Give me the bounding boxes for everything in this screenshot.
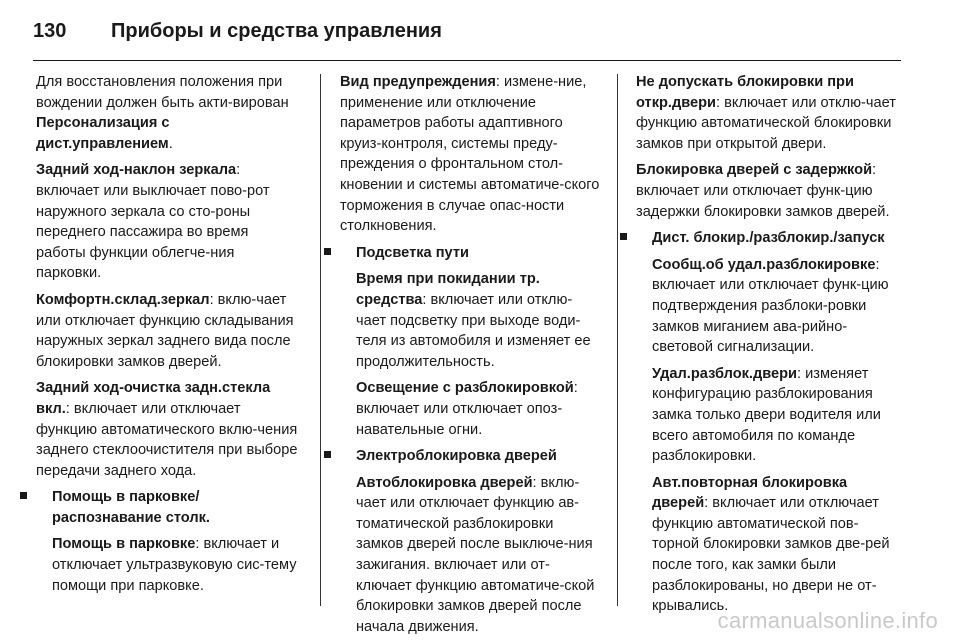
bullet-section-door-locks <box>340 446 602 637</box>
page-number: 130 <box>33 20 67 42</box>
setting-entry: Задний ход-наклон зеркала: включает или выключает пово-рот наружного зеркала со сто-роны переднего пассажира во время работы функции облегче-ния парковки. <box>36 162 270 282</box>
column-3 <box>636 72 898 623</box>
setting-entry: Время при покидании тр. средства: включает или отклю-чает подсветку при выходе води-теля из автомобиля и изменяет ее продолжительность. <box>356 271 591 370</box>
bullet-square-icon <box>20 492 27 499</box>
setting-entry: Блокировка дверей с задержкой: включает или отключает функ-цию задержки блокировки замков дверей. <box>636 162 890 220</box>
bullet-square-icon <box>324 248 331 255</box>
setting-entry: Помощь в парковке: включает и отключает ультразвуковую сис-тему помощи при парковке. <box>52 536 297 594</box>
bullet-section-path-lighting <box>340 243 602 440</box>
setting-entry: Вид предупреждения: измене-ние, применение или отключение параметров работы адаптивного круиз-контроля, системы преду-преждения о фронтальном стол-кновении и системы автоматиче-ского торможения в случае опас-ности столкновения. <box>340 74 600 235</box>
setting-entry: Не допускать блокировки при откр.двери: включает или отклю-чает функцию автоматической блокировки замков при открытой двери. <box>636 74 896 152</box>
bullet-title: Помощь в парковке/ распознавание столк. <box>52 489 210 526</box>
setting-entry: Освещение с разблокировкой: включает или отключает опоз-навательные огни. <box>356 380 578 438</box>
bullet-square-icon <box>324 451 331 458</box>
setting-entry: Удал.разблок.двери: изменяет конфигурацию разблокирования замка только двери водителя или всего автомобиля по команде разблокировки. <box>652 365 881 465</box>
bullet-section-parking <box>36 487 300 596</box>
setting-entry: Автоблокировка дверей: вклю-чает или отключает функцию ав-томатической разблокировки замков дверей после выключе-ния зажигания. включает или от-ключает функцию автоматиче-ской блокировки замков дверей после начала движения. <box>356 474 595 635</box>
setting-entry: Авт.повторная блокировка дверей: включает или отключает функцию автоматической пов-торной блокировки замков две-рей после того, как замки были разблокированы, но двери не от-крывались. <box>652 474 890 615</box>
setting-entry: Комфортн.склад.зеркал: вклю-чает или отключает функцию складывания наружных зеркал заднего вида после блокировки замков дверей. <box>36 291 294 370</box>
column-1 <box>36 72 300 602</box>
watermark: carmanualsonline.info <box>717 608 938 633</box>
page-title: Приборы и средства управления <box>111 20 442 42</box>
setting-entry: Задний ход-очистка задн.стекла вкл.: включает или отключает функцию автоматического вклю-чения заднего стеклоочистителя при выборе передачи заднего хода. <box>36 380 298 479</box>
intro-paragraph: Для восстановления положения при вождении должен быть акти-вирован Персонализация с дист.управлением. <box>36 74 289 152</box>
bullet-title: Электроблокировка дверей <box>356 448 557 465</box>
bullet-section-remote-lock <box>636 228 898 617</box>
bullet-square-icon <box>620 233 627 240</box>
page-header <box>33 20 442 50</box>
column-2 <box>340 72 602 643</box>
column-divider-2 <box>617 74 618 606</box>
column-divider-1 <box>320 74 321 606</box>
bullet-title: Подсветка пути <box>356 244 469 261</box>
bullet-title: Дист. блокир./разблокир./запуск <box>652 230 885 247</box>
setting-entry: Сообщ.об удал.разблокировке: включает или отключает функ-цию подтверждения разблоки-ровки замков миганием ава-рийно-световой сигнализации. <box>652 256 889 356</box>
header-rule <box>33 60 901 61</box>
